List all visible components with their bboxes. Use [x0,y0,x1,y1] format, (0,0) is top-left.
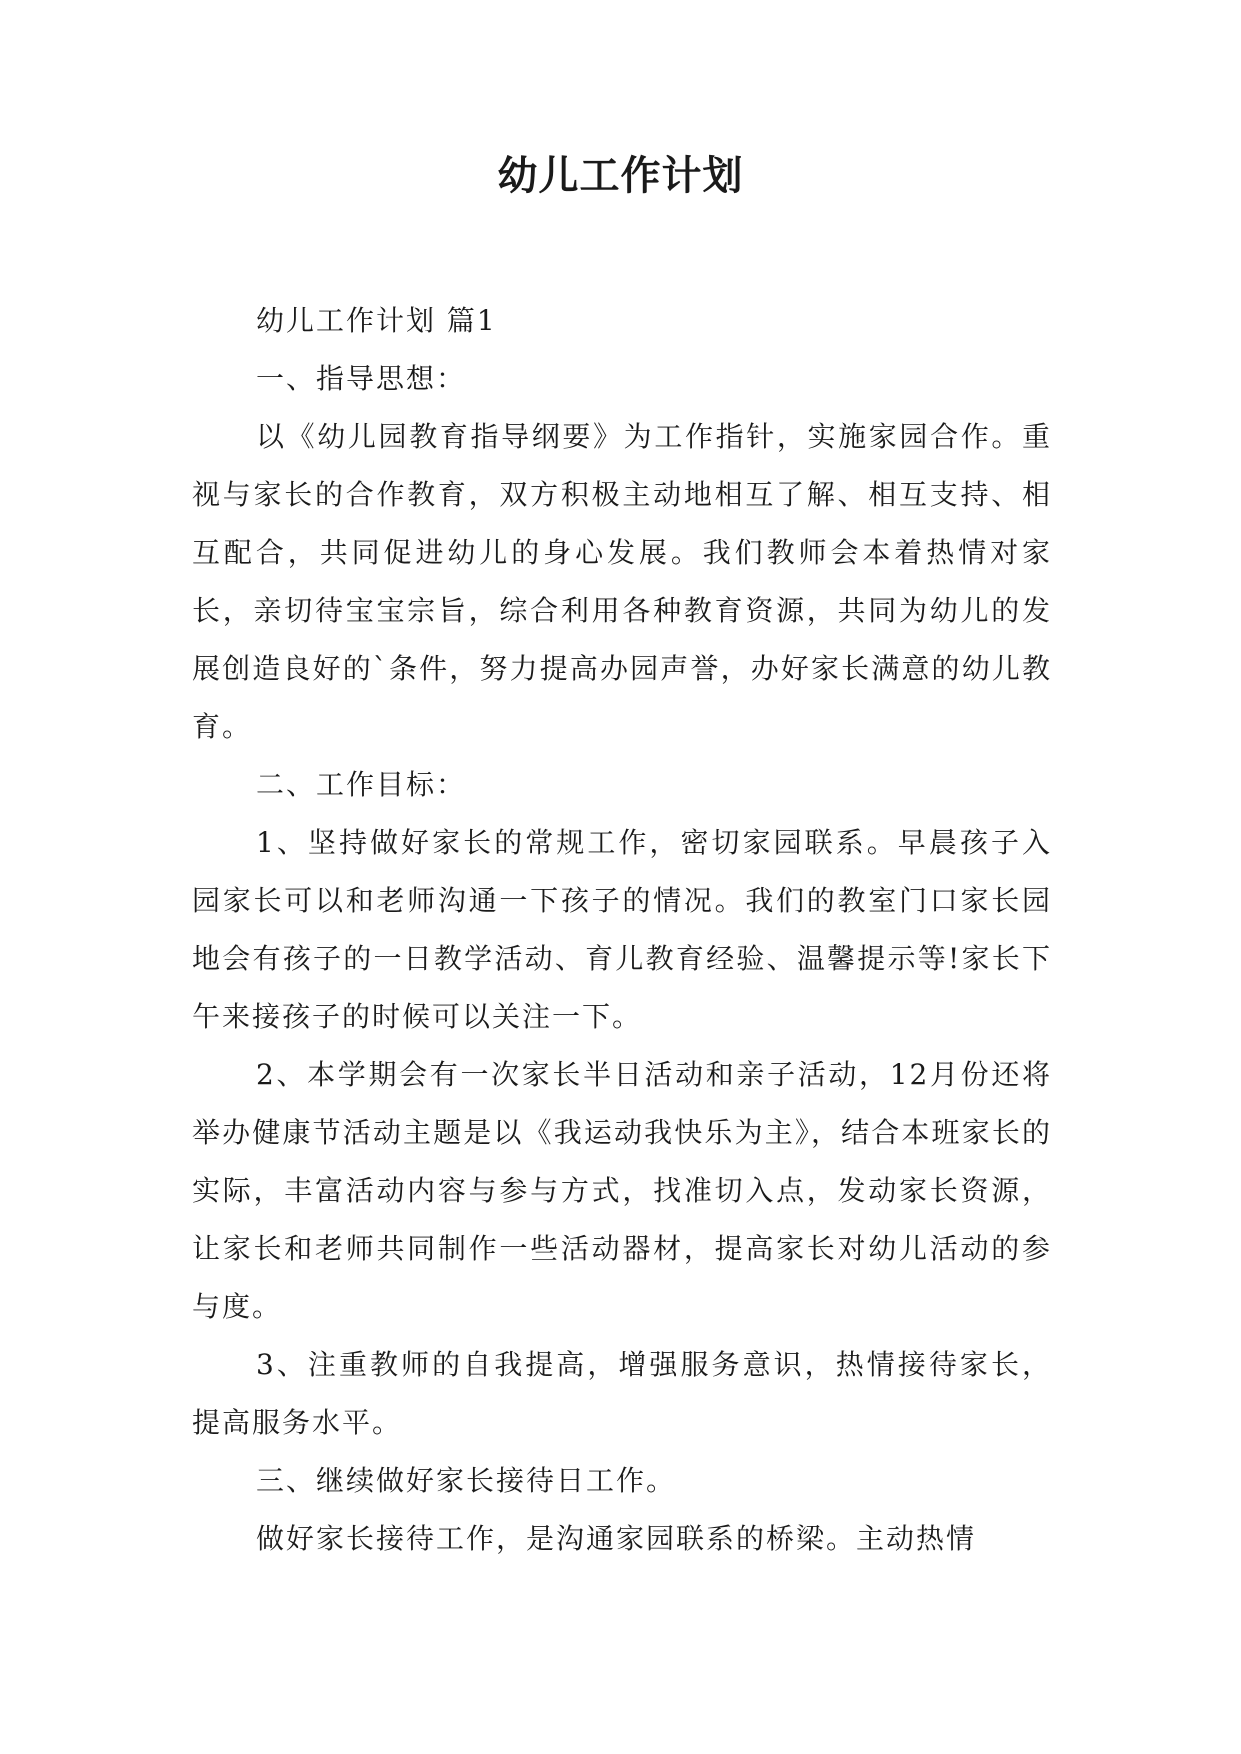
heading-reception-day: 三、继续做好家长接待日工作。 [256,1464,677,1497]
section-heading: 幼儿工作计划 篇1 [256,304,497,337]
paragraph-guiding-thought: 以《幼儿园教育指导纲要》为工作指针，实施家园合作。重视与家长的合作教育，双方积极主动地相互了解、相互支持、相互配合，共同促进幼儿的身心发展。我们教师会本着热情对家长，亲切待宝宝宗旨，综合利用各种教育资源，共同为幼儿的发展创造良好的`条件，努力提高办园声誉，办好家长满意的幼儿教育。 [192,420,1052,743]
heading-guiding-thought: 一、指导思想： [256,362,467,395]
heading-work-goals: 二、工作目标： [256,768,467,801]
paragraph-goal-1: 1、坚持做好家长的常规工作，密切家园联系。早晨孩子入园家长可以和老师沟通一下孩子的情况。我们的教室门口家长园地会有孩子的一日教学活动、育儿教育经验、温馨提示等!家长下午来接孩子的时候可以关注一下。 [192,826,1052,1033]
document-body [192,292,1052,1568]
paragraph-reception-day: 做好家长接待工作，是沟通家园联系的桥梁。主动热情 [256,1522,977,1555]
paragraph-goal-2: 2、本学期会有一次家长半日活动和亲子活动，12月份还将举办健康节活动主题是以《我运动我快乐为主》，结合本班家长的实际，丰富活动内容与参与方式，找准切入点，发动家长资源，让家长和老师共同制作一些活动器材，提高家长对幼儿活动的参与度。 [192,1058,1052,1323]
paragraph-goal-3: 3、注重教师的自我提高，增强服务意识，热情接待家长，提高服务水平。 [192,1348,1052,1439]
document-title: 幼儿工作计划 [497,153,744,199]
